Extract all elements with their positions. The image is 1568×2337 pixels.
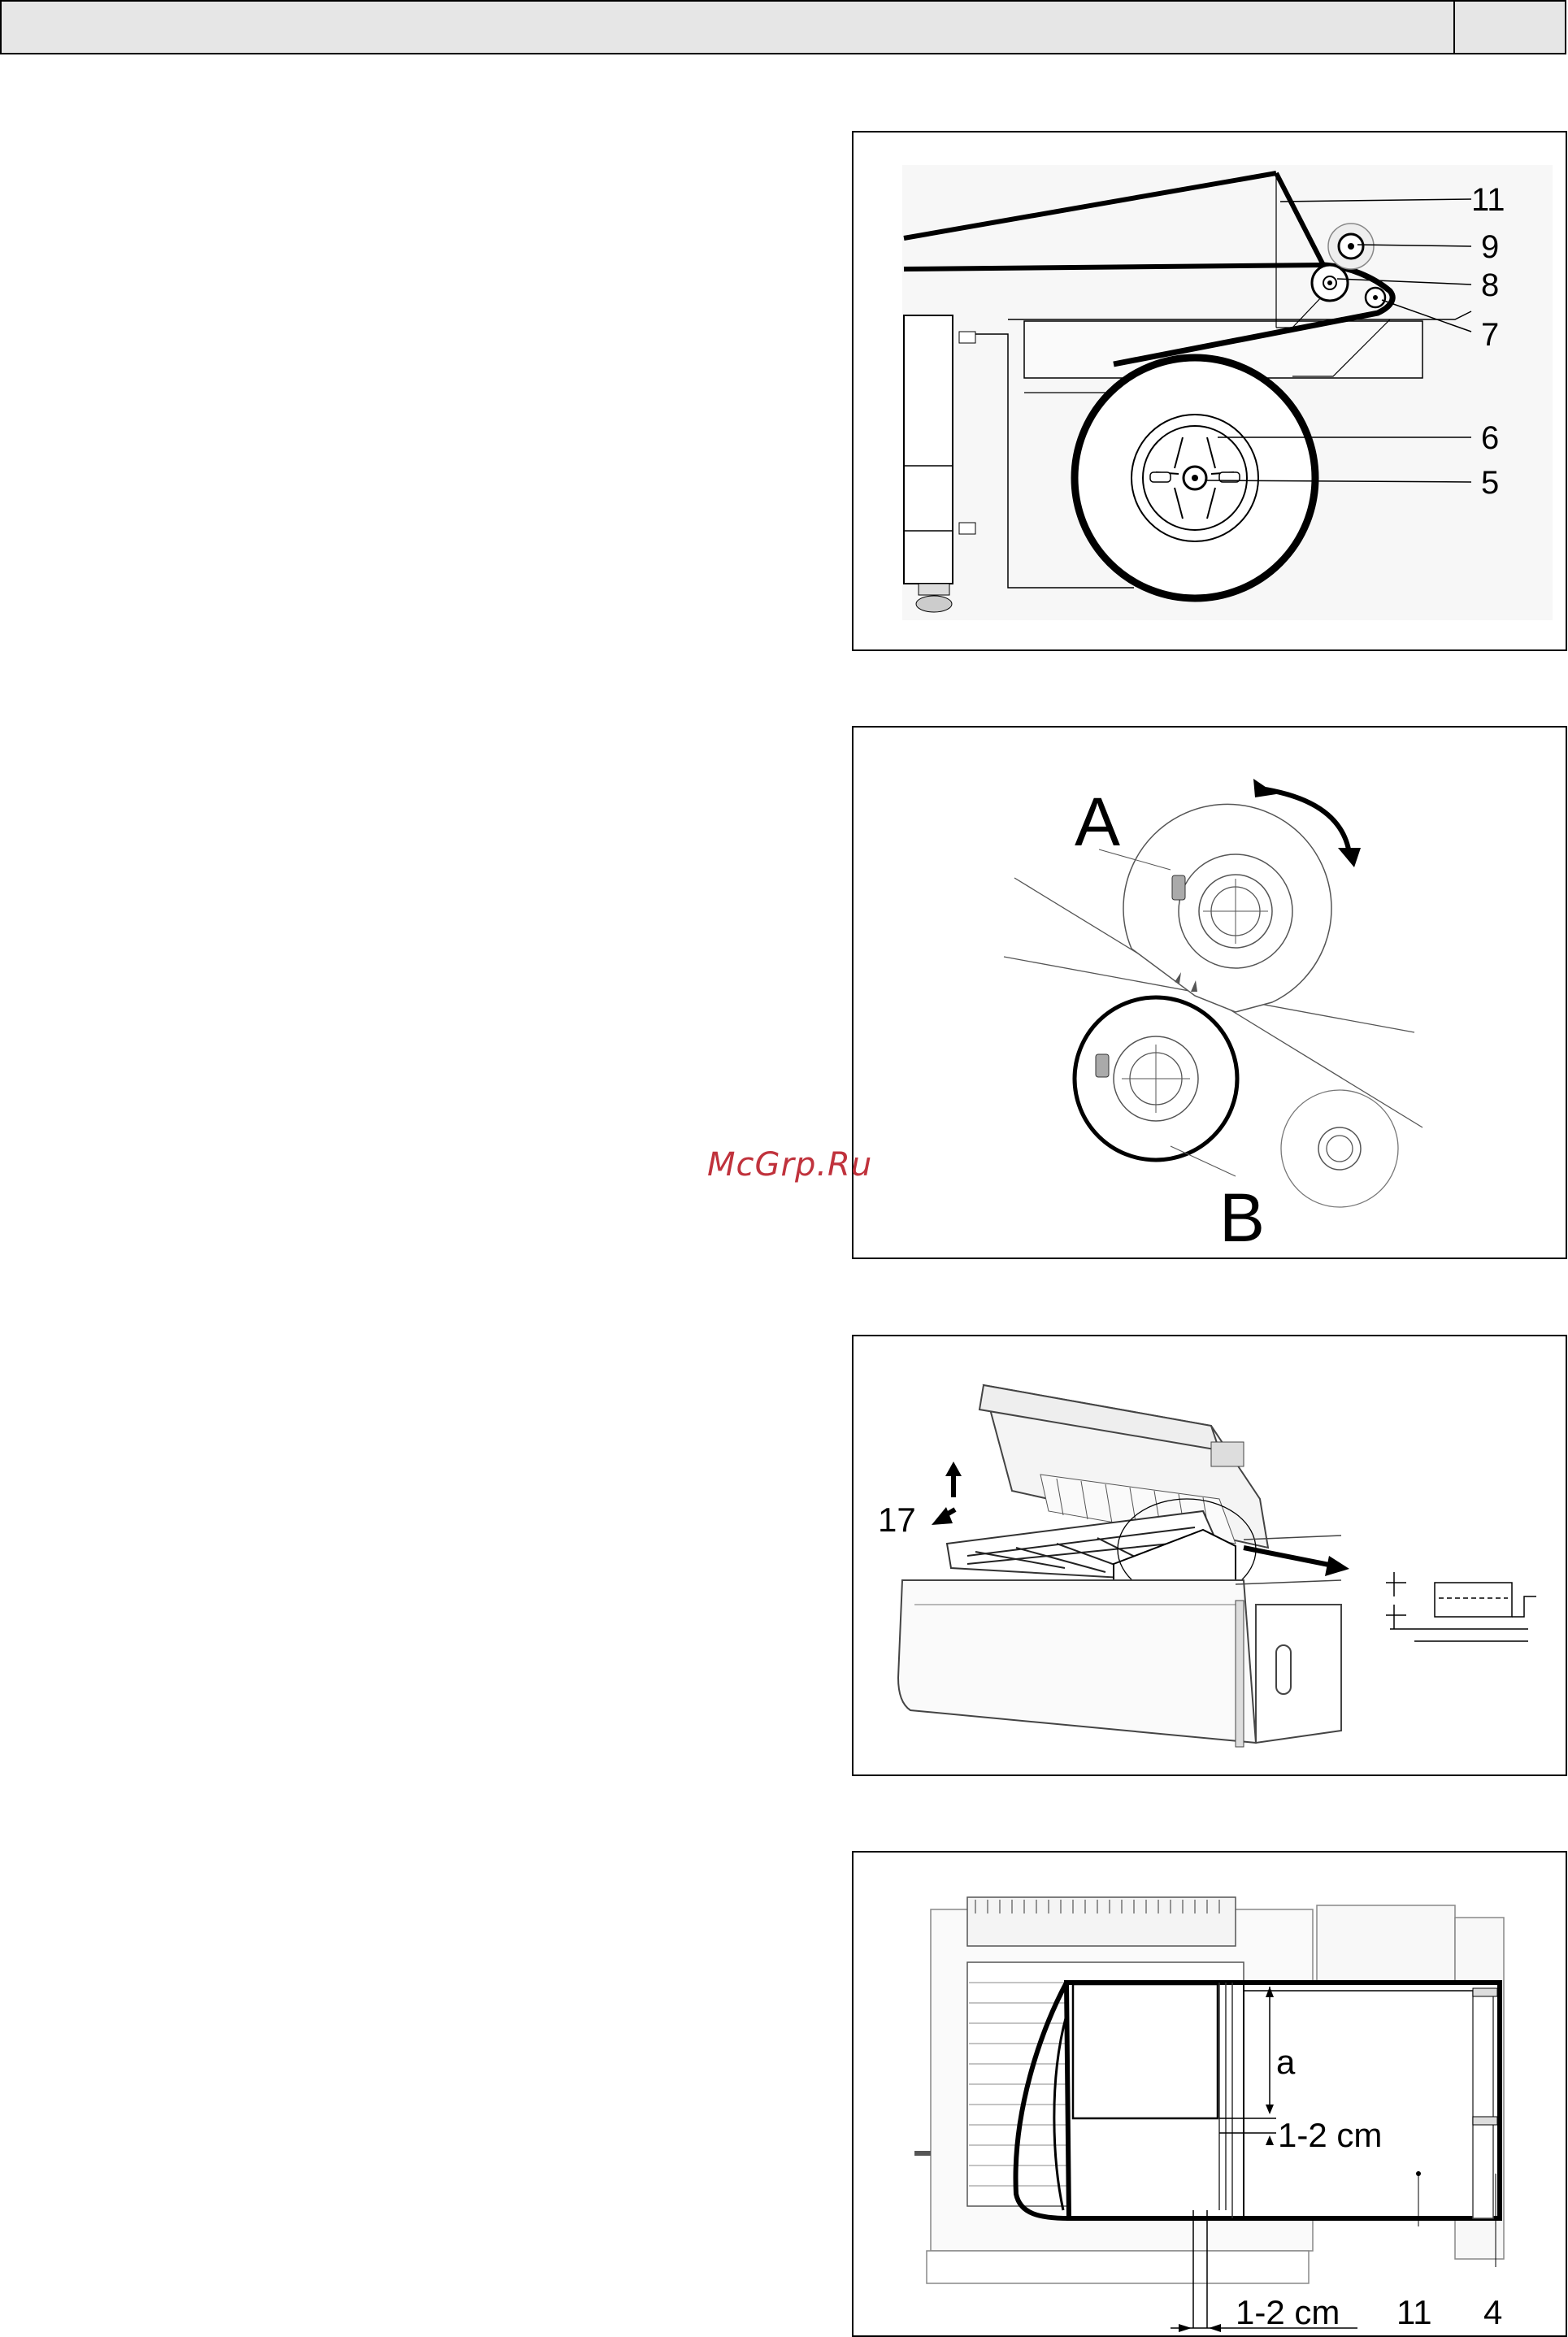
- figure-film-roll-path: [852, 131, 1567, 651]
- page-header: [0, 0, 1566, 54]
- header-divider: [1453, 2, 1455, 53]
- callout-11: 11: [1471, 182, 1505, 218]
- label-gap-horizontal: 1-2 cm: [1236, 2293, 1340, 2331]
- label-position-b: B: [1219, 1179, 1266, 1256]
- label-dimension-a: a: [1276, 2043, 1296, 2081]
- callout-6: 6: [1481, 420, 1500, 456]
- film-roll-drawing: [853, 132, 1567, 651]
- film-sizing-drawing: [853, 1853, 1567, 2337]
- watermark: McGrp.Ru: [707, 1146, 873, 1184]
- machine-drawing: [853, 1336, 1567, 1776]
- callout-8: 8: [1481, 267, 1500, 303]
- figure-roll-position: [852, 726, 1567, 1259]
- label-gap-vertical: 1-2 cm: [1278, 2116, 1383, 2154]
- callout-17: 17: [878, 1501, 916, 1539]
- roll-position-drawing: [853, 728, 1567, 1259]
- callout-9: 9: [1481, 229, 1500, 265]
- callout-5: 5: [1481, 465, 1500, 501]
- figure-machine-film-height: [852, 1335, 1567, 1776]
- callout-11-film: 11: [1396, 2293, 1432, 2331]
- callout-4: 4: [1483, 2293, 1503, 2331]
- figure-film-sizing: [852, 1851, 1567, 2337]
- callout-7: 7: [1481, 317, 1500, 353]
- label-position-a: A: [1075, 784, 1121, 860]
